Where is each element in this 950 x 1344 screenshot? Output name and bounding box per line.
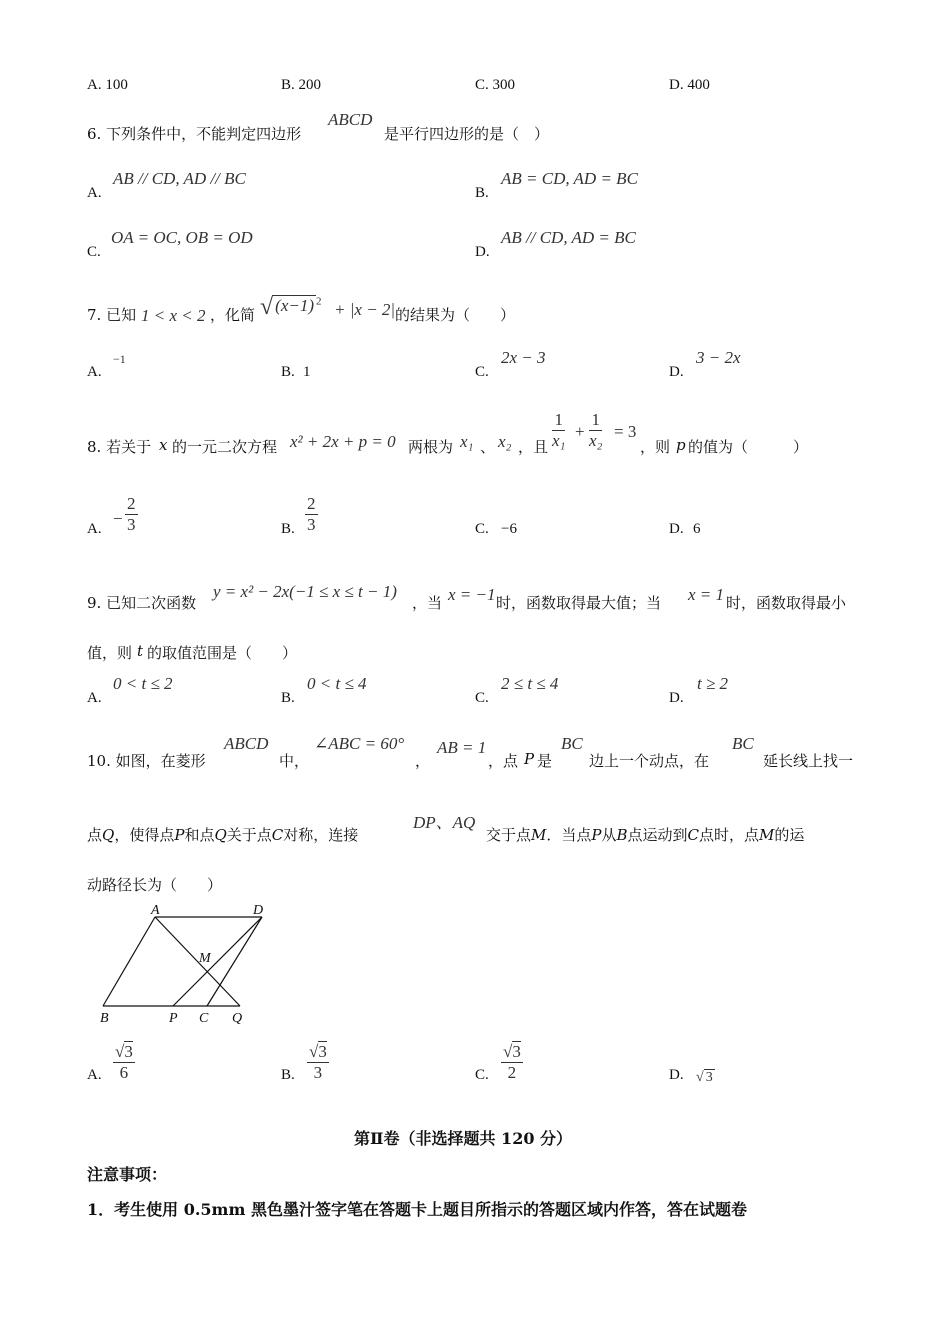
q8-option-a-sign: − <box>113 509 123 528</box>
q10-stem-mid4: 边上一个动点，在 <box>589 752 710 770</box>
q9-option-b-math: 0 < t ≤ 4 <box>307 674 367 693</box>
q8-fraction-1 <box>552 410 565 451</box>
figure-label-p: P <box>169 1011 178 1026</box>
figure-label-a: A <box>151 903 160 918</box>
q10-comma: ， <box>415 752 431 770</box>
q10-stem-mid1: 中， <box>279 752 310 770</box>
q9-stem-mid3: 时，函数取得最小 <box>726 594 847 612</box>
q9-option-c-math: 2 ≤ t ≤ 4 <box>501 674 559 693</box>
q10-option-d-letter: D. <box>669 1067 684 1083</box>
q8-stem-mid3: ，且 <box>518 438 549 456</box>
figure-label-c: C <box>199 1011 209 1026</box>
q10-option-c-letter: C. <box>475 1067 489 1083</box>
q8-stem-mid1: 的一元二次方程 <box>172 438 278 456</box>
q9-option-c-letter: C. <box>475 690 489 706</box>
q8-option-b-den: 3 <box>307 515 316 534</box>
q7-radical-expression: √ (x−1) $^2$ <box>260 294 322 320</box>
q8-option-a-fraction <box>125 494 138 535</box>
q8-var-p: p <box>676 436 686 454</box>
q10-option-c-fraction: $\frac{√3}{2}$ <box>503 1042 521 1082</box>
segment-dp <box>173 917 262 1006</box>
q7-condition: 1 < x < 2 <box>141 306 206 325</box>
q7-option-a-letter: A. <box>87 364 102 380</box>
q10-option-b-num: 3 <box>318 1042 327 1061</box>
q10-point-p: P <box>524 750 535 768</box>
q8-frac2-num: 1 <box>589 410 602 431</box>
q8-option-c-letter: C. <box>475 521 489 537</box>
q7-option-c-letter: C. <box>475 364 489 380</box>
q9-option-b-letter: B. <box>281 690 295 706</box>
q7-stem-mid: ，化简 <box>210 306 256 324</box>
q6-stem-math: ABCD <box>328 110 373 129</box>
q10-line2-k: 的运 <box>774 826 805 844</box>
q10-option-a-num: 3 <box>124 1042 133 1061</box>
q10-stem-mid3: 是 <box>537 752 553 770</box>
q8-plus: + <box>575 422 585 441</box>
q10-point-p3: P <box>591 826 602 844</box>
q7-option-c-math: 2x − 3 <box>501 348 546 367</box>
notes-title: 注意事项： <box>87 1165 168 1184</box>
q6-option-c-math: OA = OC, OB = OD <box>111 228 253 247</box>
q9-stem-prefix: 9. 已知二次函数 <box>87 594 197 612</box>
q10-option-d-radical: √ 3 <box>696 1070 713 1085</box>
q10-rhombus-figure <box>95 900 265 1030</box>
q7-stem-suffix: 的结果为（ ） <box>395 306 516 324</box>
q10-line2-j: 点时，点 <box>699 826 760 844</box>
figure-label-m: M <box>199 951 211 966</box>
q8-eq-rhs: = 3 <box>614 422 637 441</box>
q8-option-b-num: 2 <box>307 494 316 513</box>
q8-stem-prefix: 8. 若关于 <box>87 438 152 456</box>
q10-angle: ∠ABC = 60° <box>314 734 405 753</box>
q9-line2-suffix: 的取值范围是（ ） <box>147 644 298 662</box>
q10-stem-mid5: 延长线上找一 <box>763 752 854 770</box>
q8-option-c-math: −6 <box>501 521 517 537</box>
q10-point-m2: M <box>759 826 775 844</box>
q8-frac1-num: 1 <box>552 410 565 431</box>
q7-option-b-letter: B. <box>281 364 295 380</box>
q10-point-b: B <box>616 826 628 844</box>
q6-option-b-letter: B. <box>475 185 489 201</box>
q10-option-c-num: 3 <box>512 1042 521 1061</box>
q6-option-c-letter: C. <box>87 244 101 260</box>
q8-var-x: x <box>159 436 168 454</box>
q10-line2-right <box>486 824 804 845</box>
q10-line2-e: 对称，连接 <box>283 826 359 844</box>
q6-stem-prefix: 6. 下列条件中，不能判定四边形 <box>87 125 302 143</box>
q9-cond2: x = 1 <box>688 585 725 604</box>
q10-line2-g: ．当点 <box>546 826 592 844</box>
q10-line2-f: 交于点 <box>486 826 532 844</box>
q10-line2-i: 点运动到 <box>627 826 688 844</box>
q10-option-a-fraction: $\frac{√3}{6}$ <box>115 1042 133 1082</box>
note-1: 1．考生使用 0.5mm 黑色墨汁签字笔在答题卡上题目所指示的答题区域内作答，答在试题卷 <box>87 1200 747 1219</box>
q8-option-a-num: 2 <box>127 494 136 513</box>
q10-side: AB = 1 <box>437 738 487 757</box>
q7-radicand: (x−1) <box>275 296 315 315</box>
q9-function: y = x² − 2x(−1 ≤ x ≤ t − 1) <box>213 582 397 601</box>
q7-option-d-math: 3 − 2x <box>696 348 741 367</box>
q5-option-d: D. 400 <box>669 77 710 93</box>
q10-line2-d: 关于点 <box>226 826 272 844</box>
q8-root2: x₂ <box>498 432 512 451</box>
q5-option-a: A. 100 <box>87 77 128 93</box>
q6-option-d-letter: D. <box>475 244 490 260</box>
q10-line2-a: 点 <box>87 826 103 844</box>
q8-option-a-den: 3 <box>127 515 136 534</box>
q8-frac1-den: x₁ <box>552 431 566 450</box>
q10-line2-c: 和点 <box>184 826 215 844</box>
q8-sep: 、 <box>480 438 496 456</box>
q10-point-m: M <box>531 826 547 844</box>
q7-stem-prefix: 7. 已知 <box>87 306 137 324</box>
q10-stem-mid2: ，点 <box>488 752 519 770</box>
q7-option-d-letter: D. <box>669 364 684 380</box>
q9-option-a-letter: A. <box>87 690 102 706</box>
q6-stem-suffix: 是平行四边形的是（ ） <box>384 125 550 143</box>
q9-option-d-letter: D. <box>669 690 684 706</box>
q10-line3: 动路径长为（ ） <box>87 876 223 894</box>
figure-label-b: B <box>100 1011 109 1026</box>
q8-option-b-fraction <box>305 494 318 535</box>
q9-cond1: x = −1 <box>448 585 496 604</box>
q8-option-d-letter: D. <box>669 521 684 537</box>
q7-option-a-math: −1 <box>113 352 126 366</box>
q9-option-a-math: 0 < t ≤ 2 <box>113 674 173 693</box>
q10-option-b-letter: B. <box>281 1067 295 1083</box>
q6-option-b-math: AB = CD, AD = BC <box>501 169 638 188</box>
q9-var-t: t <box>137 642 144 660</box>
q10-option-a-letter: A. <box>87 1067 102 1083</box>
q7-option-b-math: 1 <box>303 364 311 380</box>
q9-option-d-math: t ≥ 2 <box>697 674 729 693</box>
q10-line2-b: ，使得点 <box>114 826 175 844</box>
q8-root1: x₁ <box>460 432 474 451</box>
q10-option-a-den: 6 <box>119 1063 129 1082</box>
q10-point-q2: Q <box>214 826 227 844</box>
q10-stem-prefix: 10. 如图，在菱形 <box>87 752 206 770</box>
q8-stem-suffix: 的值为（ ） <box>688 438 809 456</box>
q6-option-a-letter: A. <box>87 185 102 201</box>
q10-point-q: Q <box>102 826 115 844</box>
figure-label-d: D <box>253 903 264 918</box>
segment-aq <box>155 917 240 1006</box>
q7-abs-term: + |x − 2| <box>334 300 396 319</box>
q10-point-p2: P <box>174 826 185 844</box>
segment-dc <box>207 917 262 1006</box>
q5-option-b: B. 200 <box>281 77 322 93</box>
q10-line2 <box>87 824 358 845</box>
q8-equation: x² + 2x + p = 0 <box>290 432 396 451</box>
q10-point-c2: C <box>687 826 700 844</box>
q10-seg-bc-1: BC <box>561 734 583 753</box>
q9-line2-prefix: 值，则 <box>87 644 133 662</box>
q10-shape: ABCD <box>224 734 269 753</box>
q8-fraction-2 <box>589 410 602 451</box>
q7-exponent: 2 <box>316 295 322 308</box>
q6-option-d-math: AB // CD, AD = BC <box>501 228 636 247</box>
q8-option-b-letter: B. <box>281 521 295 537</box>
q10-option-b-fraction: $\frac{√3}{3}$ <box>309 1042 327 1082</box>
q6-option-a-math: AB // CD, AD // BC <box>113 169 246 188</box>
q5-option-c: C. 300 <box>475 77 516 93</box>
q10-option-b-den: 3 <box>313 1063 323 1082</box>
q10-line2-h: 从 <box>601 826 617 844</box>
q10-option-c-den: 2 <box>507 1063 517 1082</box>
q10-segments: DP、AQ <box>413 813 476 832</box>
q10-seg-bc-2: BC <box>732 734 754 753</box>
q9-stem-mid1: ，当 <box>412 594 443 612</box>
q8-stem-mid4: ，则 <box>640 438 671 456</box>
figure-label-q: Q <box>232 1011 243 1026</box>
q8-frac2-den: x₂ <box>589 431 603 450</box>
q8-stem-mid2: 两根为 <box>408 438 454 456</box>
q10-option-d-rad: 3 <box>705 1070 713 1085</box>
q9-stem-mid2: 时，函数取得最大值；当 <box>496 594 662 612</box>
section-title: 第Ⅱ卷（非选择题共 120 分） <box>354 1129 573 1148</box>
q8-option-a-letter: A. <box>87 521 102 537</box>
q8-option-d-math: 6 <box>693 521 701 537</box>
segment-ab <box>103 917 155 1006</box>
q10-point-c: C <box>271 826 284 844</box>
